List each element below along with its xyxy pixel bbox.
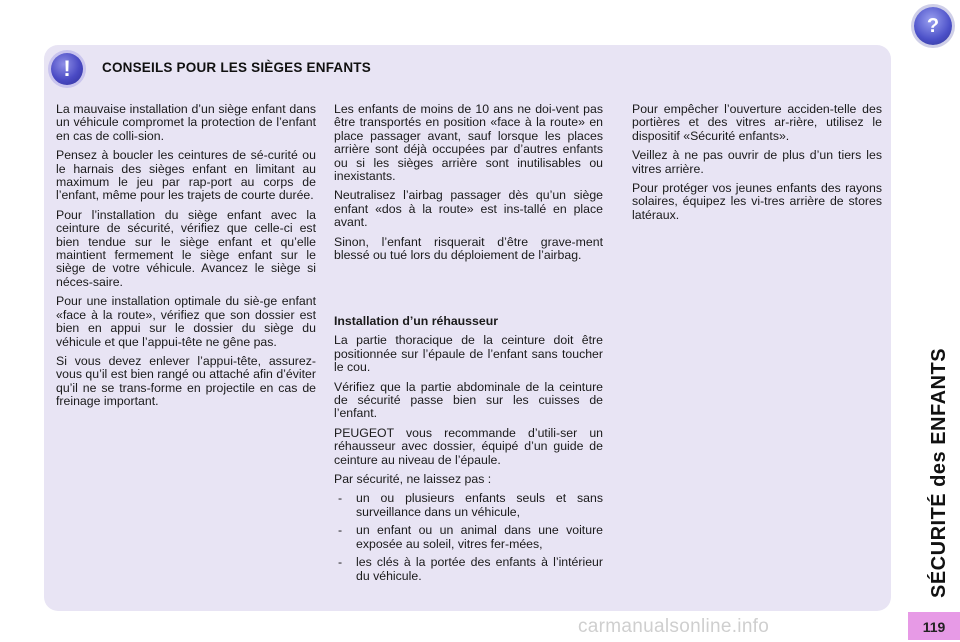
paragraph: Pensez à boucler les ceintures de sé-curité ou le harnais des sièges enfant en limitant au maximum le jeu par rap-port au corps de l’enfant, même pour les trajets de courte durée.: [56, 148, 316, 203]
paragraph: La mauvaise installation d’un siège enfant dans un véhicule compromet la protection de l’enfant en cas de colli-sion.: [56, 102, 316, 143]
paragraph: Neutralisez l’airbag passager dès qu’un siège enfant «dos à la route» est ins-tallé en place avant.: [334, 188, 603, 230]
paragraph: Si vous devez enlever l’appui-tête, assurez-vous qu’il est bien rangé ou attaché afin d’éviter qu’il ne se trans-forme en projectile en cas de freinage important.: [56, 353, 316, 409]
booster-section: [334, 315, 603, 588]
paragraph: Pour empêcher l’ouverture acciden-telle des portières et des vitres ar-rière, utilisez le dispositif «Sécurité enfants».: [632, 102, 882, 143]
question-mark-icon[interactable]: ?: [914, 7, 952, 45]
page-number: 119: [908, 612, 960, 640]
paragraph: Veillez à ne pas ouvrir de plus d’un tiers les vitres arrière.: [632, 148, 882, 176]
dash-marker: -: [338, 523, 343, 538]
list-item-text: un enfant ou un animal dans une voiture exposée au soleil, vitres fer-mées,: [356, 523, 603, 551]
column-3: [632, 103, 882, 228]
paragraph: Pour l’installation du siège enfant avec la ceinture de sécurité, vérifiez que celle-ci est bien tendue sur le siège enfant et qu’elle maintient fermement le siège enfant sur le siège de votre véhicule. Avancez le siège si néces-saire.: [56, 207, 316, 289]
column-1: [56, 103, 316, 415]
list-item: [334, 524, 603, 551]
watermark: carmanualsonline.info: [578, 616, 770, 637]
paragraph: Pour une installation optimale du siè-ge enfant «face à la route», vérifiez que son dossier est bien en appui sur le dossier du siège du véhicule et que l’appui-tête ne gêne pas.: [56, 294, 316, 349]
paragraph: PEUGEOT vous recommande d’utili-ser un réhausseur avec dossier, équipé d’un guide de ceinture au niveau de l’épaule.: [334, 425, 603, 467]
paragraph: Les enfants de moins de 10 ans ne doi-vent pas être transportés en position «face à la route» en place passager avant, sauf lorsque les places arrière sont déjà occupées par d’autres enfants ou si les sièges arrière sont inutilisables ou inexistants.: [334, 102, 603, 184]
dash-marker: -: [338, 491, 343, 506]
list-item-text: un ou plusieurs enfants seuls et sans surveillance dans un véhicule,: [356, 491, 603, 519]
booster-heading: Installation d’un réhausseur: [334, 314, 498, 328]
paragraph: La partie thoracique de la ceinture doit être positionnée sur l’épaule de l’enfant sans toucher le cou.: [334, 333, 603, 375]
section-title: CONSEILS POUR LES SIÈGES ENFANTS: [102, 60, 371, 75]
warning-icon: !: [51, 53, 83, 85]
paragraph: Pour protéger vos jeunes enfants des rayons solaires, équipez les vi-tres arrière de stores latéraux.: [632, 181, 882, 222]
column-2: [334, 103, 603, 268]
list-item-text: les clés à la portée des enfants à l’intérieur du véhicule.: [356, 555, 603, 583]
warning-list: [334, 492, 603, 582]
chapter-label: SÉCURITÉ des ENFANTS: [928, 347, 950, 598]
list-item: [334, 492, 603, 519]
list-item: [334, 556, 603, 583]
paragraph: Vérifiez que la partie abdominale de la ceinture de sécurité passe bien sur les cuisses de l’enfant.: [334, 379, 603, 421]
paragraph: Sinon, l’enfant risquerait d’être grave-ment blessé ou tué lors du déploiement de l’airbag.: [334, 234, 603, 263]
paragraph: Par sécurité, ne laissez pas :: [334, 472, 492, 487]
dash-marker: -: [338, 555, 343, 570]
